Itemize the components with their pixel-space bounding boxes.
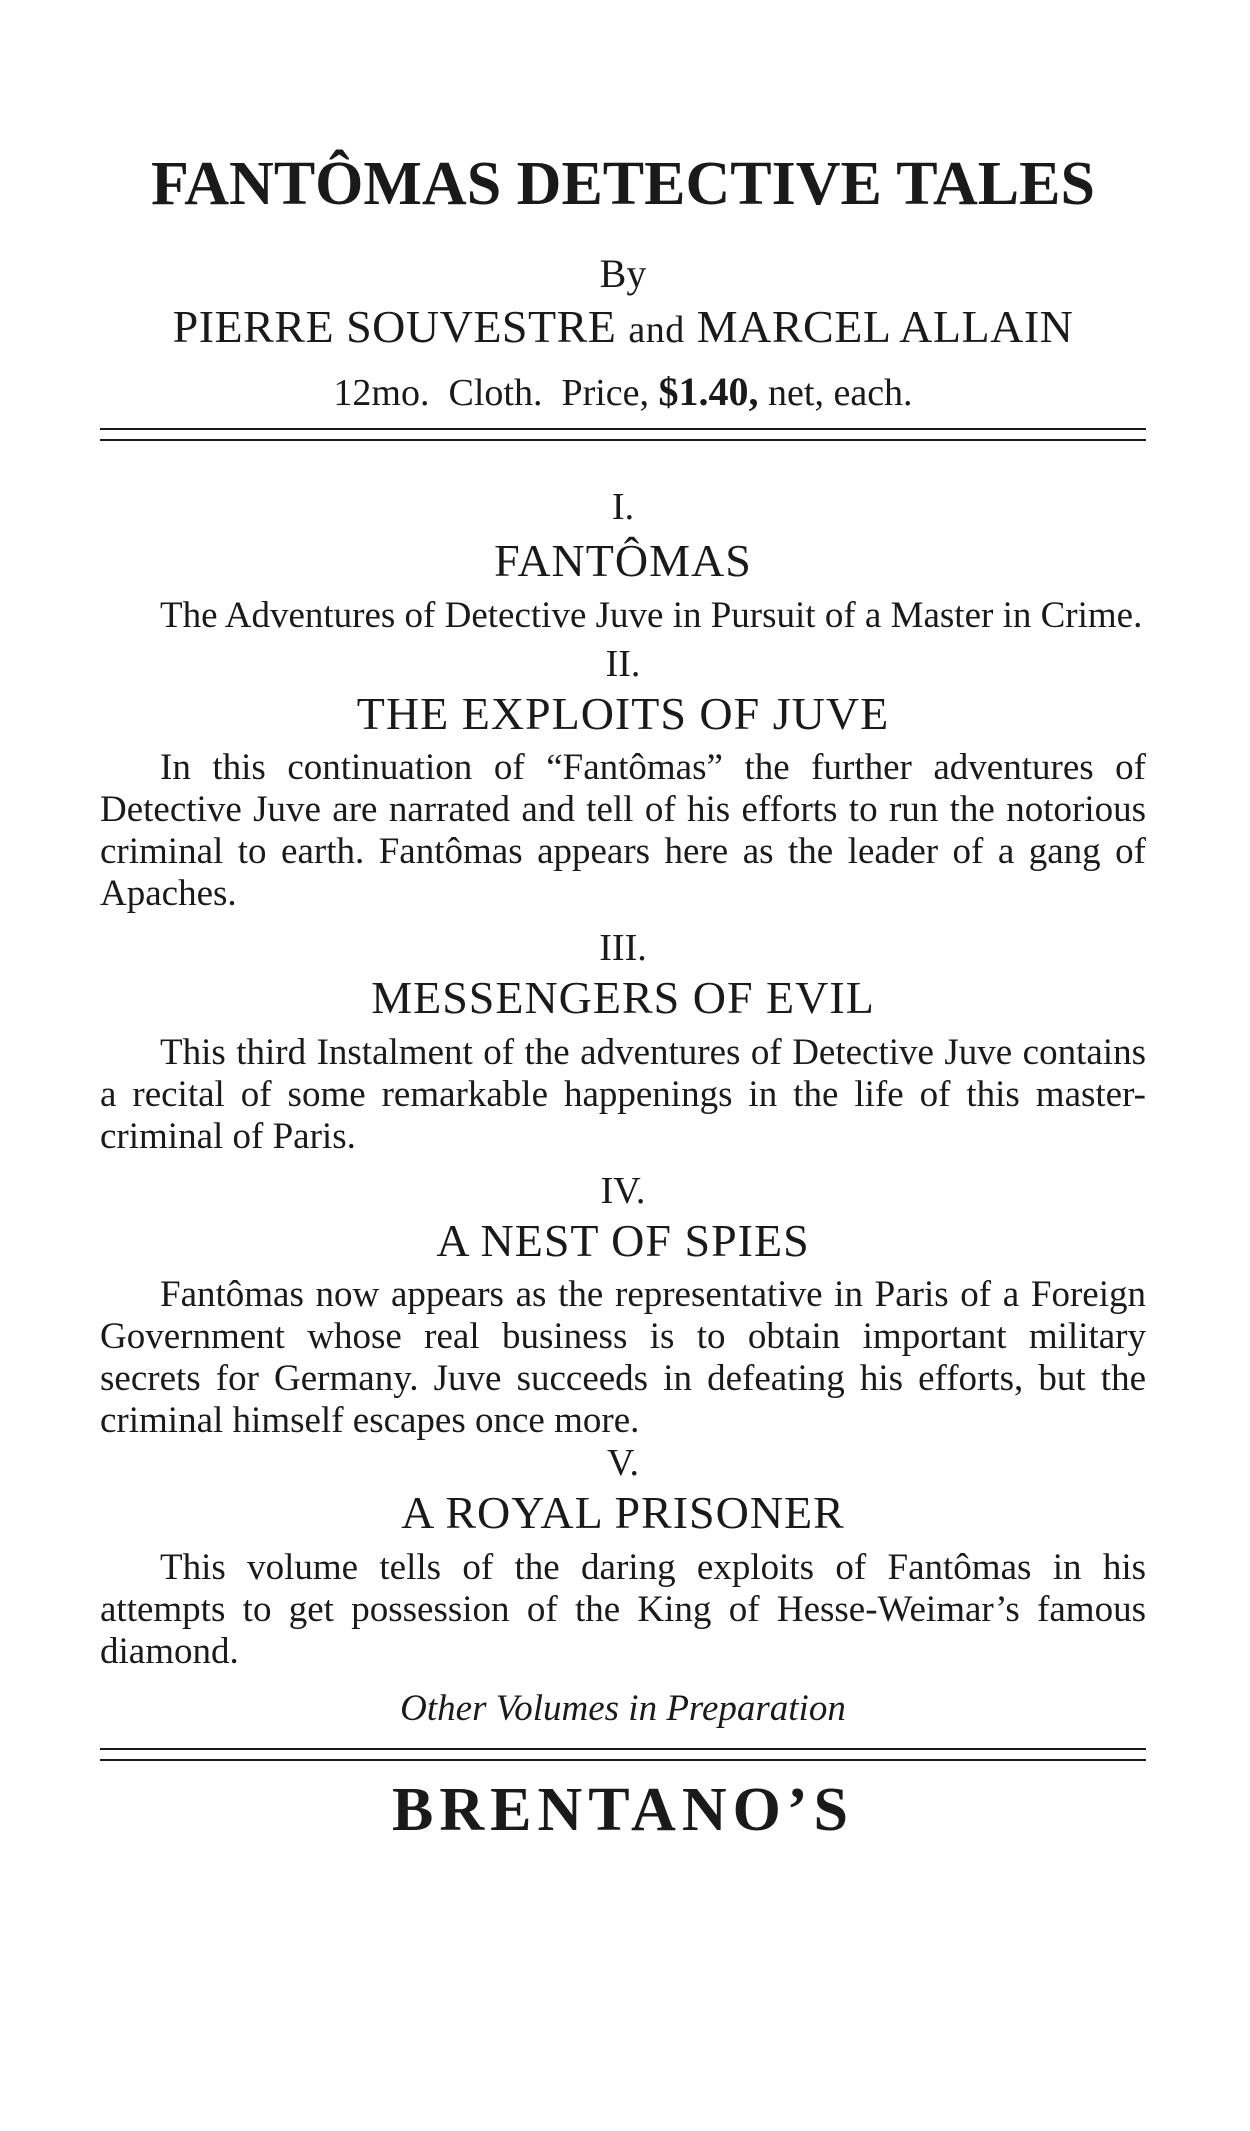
- format: 12mo.: [333, 372, 430, 414]
- volume-title: MESSENGERS OF EVIL: [371, 972, 875, 1024]
- volume-numeral: IV.: [600, 1169, 646, 1212]
- by-line: By: [599, 251, 647, 296]
- edition-details: [100, 368, 1146, 415]
- series-title: FANTÔMAS DETECTIVE TALES: [151, 150, 1095, 218]
- volume-title: THE EXPLOITS OF JUVE: [356, 687, 890, 739]
- volume-numeral: II.: [605, 642, 641, 685]
- double-rule-bottom: [100, 1748, 1146, 1761]
- volume-entry: [100, 1444, 1146, 1673]
- volume-description: Fantômas now appears as the representative in Paris of a Foreign Government whose real business is to obtain important military secrets for Germany. Juve succeeds in defeating his efforts, but the criminal himself escapes once more.: [100, 1274, 1146, 1442]
- volume-description: This volume tells of the daring exploits of Fantômas in his attempts to get possession of the King of Hesse-Weimar’s famous diamond.: [100, 1546, 1146, 1672]
- volume-title: A ROYAL PRISONER: [401, 1487, 845, 1539]
- volume-entry: [100, 642, 1146, 916]
- volume-entry: [100, 488, 1146, 637]
- author-souvestre: PIERRE SOUVESTRE: [172, 301, 617, 352]
- other-volumes-note: Other Volumes in Preparation: [400, 1687, 846, 1729]
- publisher-name: BRENTANO’S: [392, 1775, 854, 1844]
- volume-numeral: V.: [606, 1442, 640, 1485]
- volume-title: FANTÔMAS: [494, 535, 752, 586]
- volume-numeral: III.: [599, 927, 647, 970]
- binding: Cloth.: [448, 372, 543, 414]
- volume-description: The Adventures of Detective Juve in Pursuit of a Master in Crime.: [160, 594, 1143, 636]
- volume-description: In this continuation of “Fantômas” the further adventures of Detective Juve are narrated and tell of his efforts to run the notorious criminal to earth. Fantômas appears here as the leader of a gang of Apaches.: [100, 747, 1146, 915]
- author-allain: MARCEL ALLAIN: [696, 301, 1074, 352]
- and-word: and: [628, 309, 685, 351]
- authors: [100, 300, 1146, 353]
- price: $1.40,: [658, 369, 759, 414]
- volume-entry: [100, 929, 1146, 1158]
- volume-description: This third Instalment of the adventures of Detective Juve contains a recital of some remarkable happenings in the life of this master-criminal of Paris.: [100, 1031, 1146, 1157]
- volume-entry: [100, 1169, 1146, 1443]
- price-suffix: net, each.: [768, 372, 913, 414]
- volume-numeral: I.: [611, 486, 635, 528]
- double-rule-top: [100, 428, 1146, 441]
- price-label: Price,: [561, 372, 650, 414]
- volume-title: A NEST OF SPIES: [436, 1214, 810, 1266]
- volume-list: [100, 488, 1146, 1846]
